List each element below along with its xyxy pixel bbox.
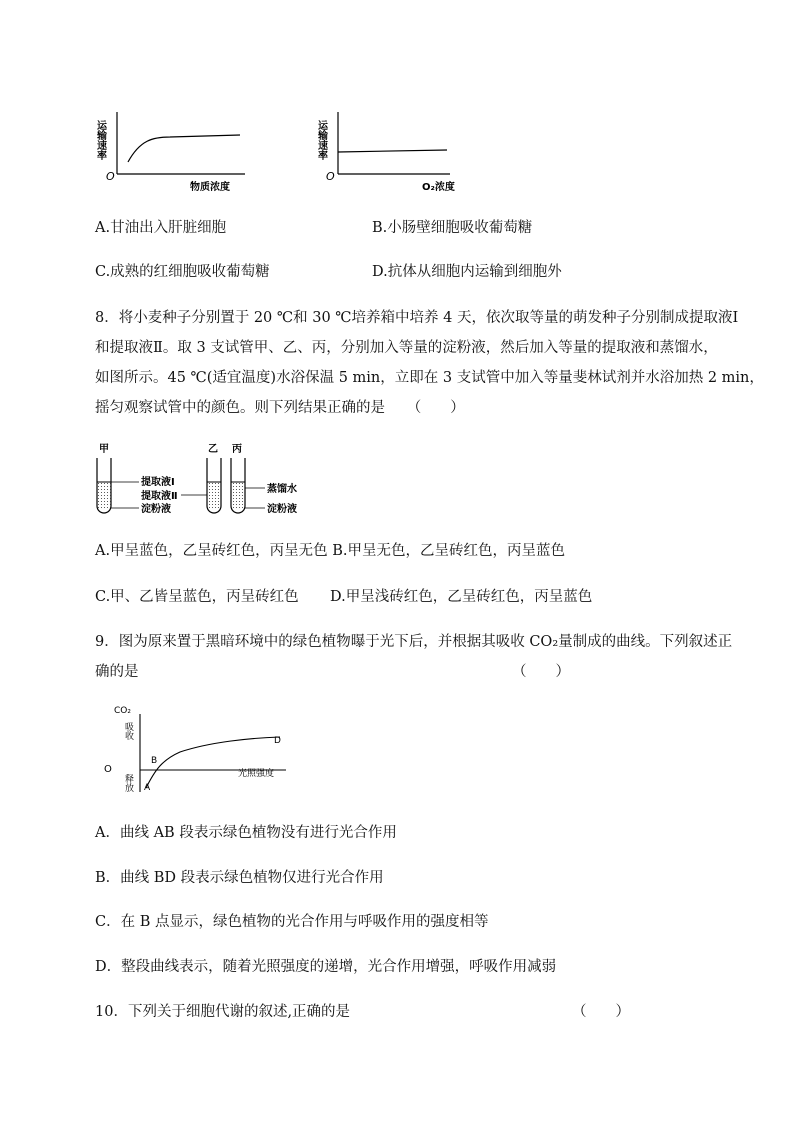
distilled-water-label: 蒸馏水 [267, 484, 297, 495]
y-axis-label: 运输速率 [95, 120, 106, 160]
co2-label: CO₂ [114, 706, 131, 716]
x-axis-label: 光照强度 [238, 769, 275, 779]
q9-stem-line2: 确的是 [95, 664, 139, 680]
q7-option-d: D.抗体从细胞内运输到细胞外 [372, 264, 562, 280]
origin-label: O [106, 170, 115, 183]
starch-label-left: 淀粉液 [141, 504, 171, 515]
origin-label: O [104, 764, 112, 775]
starch-label-right: 淀粉液 [267, 504, 297, 515]
q7-option-b: B.小肠壁细胞吸收葡萄糖 [372, 220, 533, 236]
absorb-label: 吸收 [123, 722, 133, 740]
point-a-label: A [144, 783, 151, 793]
q9-option-a: A．曲线 AB 段表示绿色植物没有进行光合作用 [95, 825, 397, 841]
origin-label: O [326, 170, 335, 183]
extract-1-label: 提取液Ⅰ [141, 477, 175, 488]
transport-rate-vs-concentration-graph [95, 100, 265, 196]
q9-option-b: B．曲线 BD 段表示绿色植物仅进行光合作用 [95, 870, 384, 886]
q9-option-c: C．在 B 点显示，绿色植物的光合作用与呼吸作用的强度相等 [95, 914, 489, 930]
point-b-label: B [151, 756, 158, 766]
co2-absorption-curve [100, 700, 300, 800]
q8-stem-line1: 8．将小麦种子分别置于 20 ℃和 30 ℃培养箱中培养 4 天，依次取等量的萌发种子分别制成提取液Ⅰ [95, 310, 739, 326]
q8-option-d: D.甲呈浅砖红色，乙呈砖红色，丙呈蓝色 [330, 589, 593, 605]
q8-stem-line2: 和提取液Ⅱ。取 3 支试管甲、乙、丙，分别加入等量的淀粉液，然后加入等量的提取液和蒸馏水， [95, 340, 718, 356]
x-axis-label: O₂浓度 [422, 182, 455, 193]
test-tube-figure [85, 440, 315, 525]
transport-rate-vs-oxygen-graph [315, 100, 475, 196]
q7-option-a: A.甘油出入肝脏细胞 [95, 220, 227, 236]
q7-option-c: C.成熟的红细胞吸收葡萄糖 [95, 264, 270, 280]
q10-stem: 10．下列关于细胞代谢的叙述,正确的是 [95, 1004, 351, 1020]
q8-stem-line4: 摇匀观察试管中的颜色。则下列结果正确的是 （ ） [95, 400, 465, 416]
point-d-label: D [274, 736, 281, 746]
x-axis-label: 物质浓度 [190, 182, 230, 193]
release-label: 释放 [123, 774, 133, 792]
tube-yi-label: 乙 [208, 444, 218, 455]
tube-bing-label: 丙 [232, 444, 242, 455]
q9-answer-bracket: （ ） [512, 664, 570, 680]
q8-stem-line3: 如图所示。45 ℃(适宜温度)水浴保温 5 min，立即在 3 支试管中加入等量斐林试剂并水浴加热 2 min， [95, 370, 764, 386]
q9-stem-line1: 9．图为原来置于黑暗环境中的绿色植物曝于光下后，并根据其吸收 CO₂量制成的曲线。下列叙述正 [95, 634, 733, 650]
q9-option-d: D．整段曲线表示，随着光照强度的递增，光合作用增强，呼吸作用减弱 [95, 959, 557, 975]
q8-options-ab: A.甲呈蓝色，乙呈砖红色，丙呈无色 B.甲呈无色，乙呈砖红色，丙呈蓝色 [95, 543, 565, 559]
y-axis-label: 运输速率 [315, 120, 327, 160]
extract-2-label: 提取液Ⅱ [141, 491, 178, 502]
tube-jia-label: 甲 [99, 444, 109, 455]
q8-option-c: C.甲、乙皆呈蓝色，丙呈砖红色 [95, 589, 299, 605]
q10-answer-bracket: （ ） [572, 1004, 630, 1020]
